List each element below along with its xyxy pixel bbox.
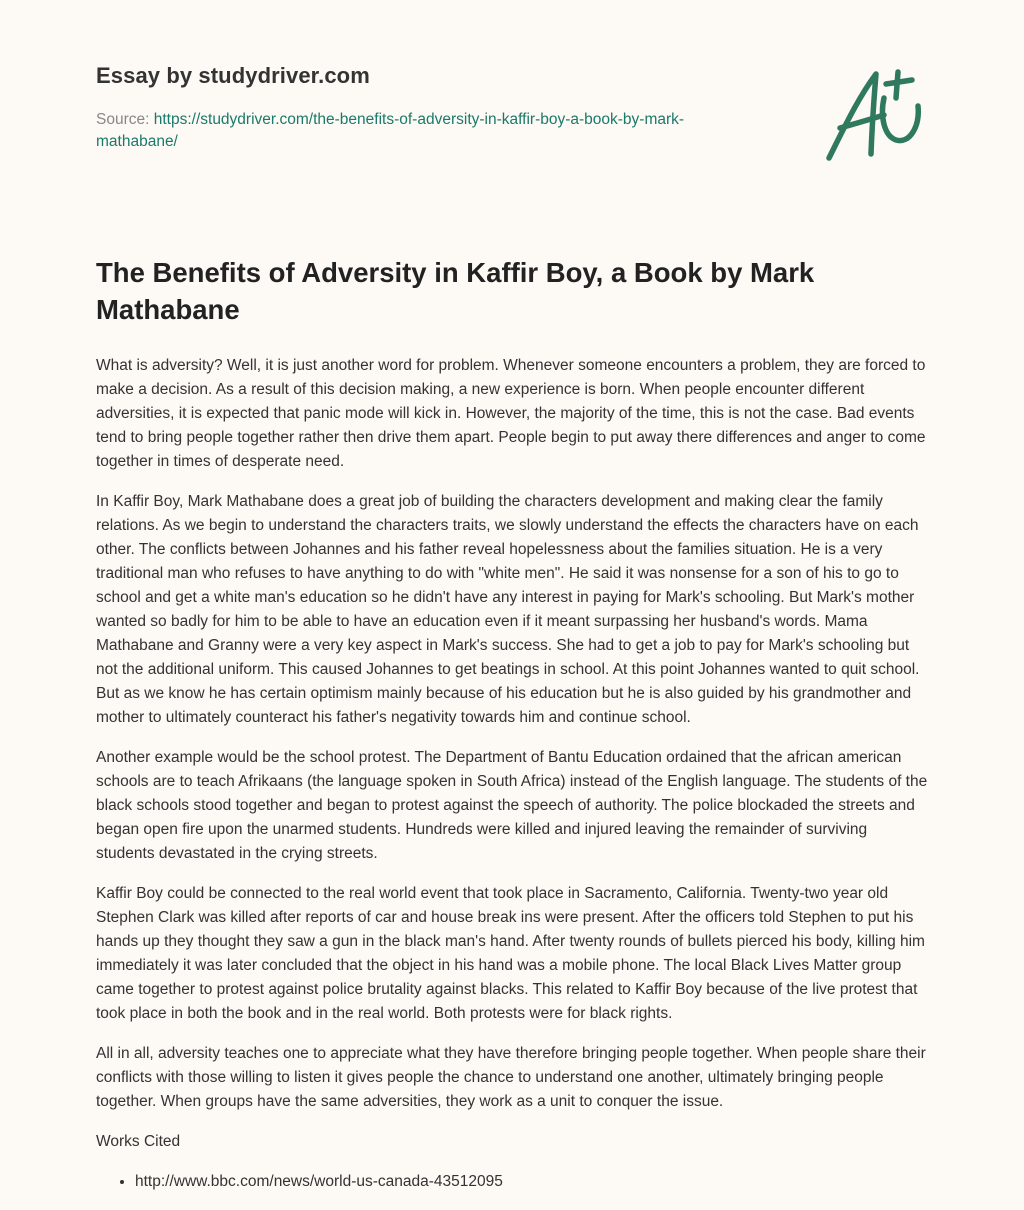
header [96,0,928,190]
article-title: The Benefits of Adversity in Kaffir Boy, a Book by Mark Mathabane [96,257,815,325]
a-plus-logo-icon [824,68,924,164]
page [96,0,928,1190]
works-cited-heading: Works Cited [96,1133,181,1150]
source-line [96,109,736,153]
source-label: Source: [96,111,154,128]
article-body [96,354,928,1194]
paragraph: Kaffir Boy could be connected to the real world event that took place in Sacramento, California. Twenty-two year old Stephen Clark was killed after reports of car and house break ins were present. After the officers told Stephen to put his hands up they thought they saw a gun in the black man's hand. After twenty rounds of bullets pierced his body, killing him immediately it was later concluded that the object in his hand was a mobile phone. The local Black Lives Matter group came together to protest against police brutality against blacks. This related to Kaffir Boy because of the live protest that took place in both the book and in the real world. Both protests were for black rights. [96,885,925,1022]
site-title: Essay by studydriver.com [96,63,370,88]
works-cited-list [96,1170,928,1194]
paragraph: What is adversity? Well, it is just another word for problem. Whenever someone encounters a problem, they are forced to make a decision. As a result of this decision making, a new experience is born. When people encounter different adversities, it is expected that panic mode will kick in. However, the majority of the time, this is not the case. Bad events tend to bring people together rather then drive them apart. People begin to put away there differences and anger to come together in times of desperate need. [96,357,926,470]
source-link[interactable]: https://studydriver.com/the-benefits-of-adversity-in-kaffir-boy-a-book-by-mark-mathabane/ [96,111,685,150]
paragraph: All in all, adversity teaches one to appreciate what they have therefore bringing people together. When people share their conflicts with those willing to listen it gives people the chance to understand one another, ultimately bringing people together. When groups have the same adversities, they work as a unit to conquer the issue. [96,1045,926,1110]
paragraph: In Kaffir Boy, Mark Mathabane does a great job of building the characters development and making clear the family relations. As we begin to understand the characters traits, we slowly understand the effects the characters have on each other. The conflicts between Johannes and his father reveal hopelessness about the families situation. He is a very traditional man who refuses to have anything to do with "white men". He said it was nonsense for a son of his to go to school and get a white man's education so he didn't have any interest in paying for Mark's schooling. But Mark's mother wanted so badly for him to be able to have an education even if it meant surpassing her husband's words. Mama Mathabane and Granny were a very key aspect in Mark's success. She had to get a job to pay for Mark's schooling but not the additional uniform. This caused Johannes to get beatings in school. At this point Johannes wanted to quit school. But as we know he has certain optimism mainly because of his education but he is also guided by his grandmother and mother to ultimately counteract his father's negativity towards him and continue school. [96,493,920,726]
works-cited-item: • http://www.bbc.com/news/world-us-canada-43512095 [135,1170,928,1194]
paragraph: Another example would be the school protest. The Department of Bantu Education ordained that the african american schools are to teach Afrikaans (the language spoken in South Africa) instead of the English language. The students of the black schools stood together and began to protest against the speech of authority. The police blockaded the streets and began open fire upon the unarmed students. Hundreds were killed and injured leaving the remainder of surviving students devastated in the crying streets. [96,749,928,862]
